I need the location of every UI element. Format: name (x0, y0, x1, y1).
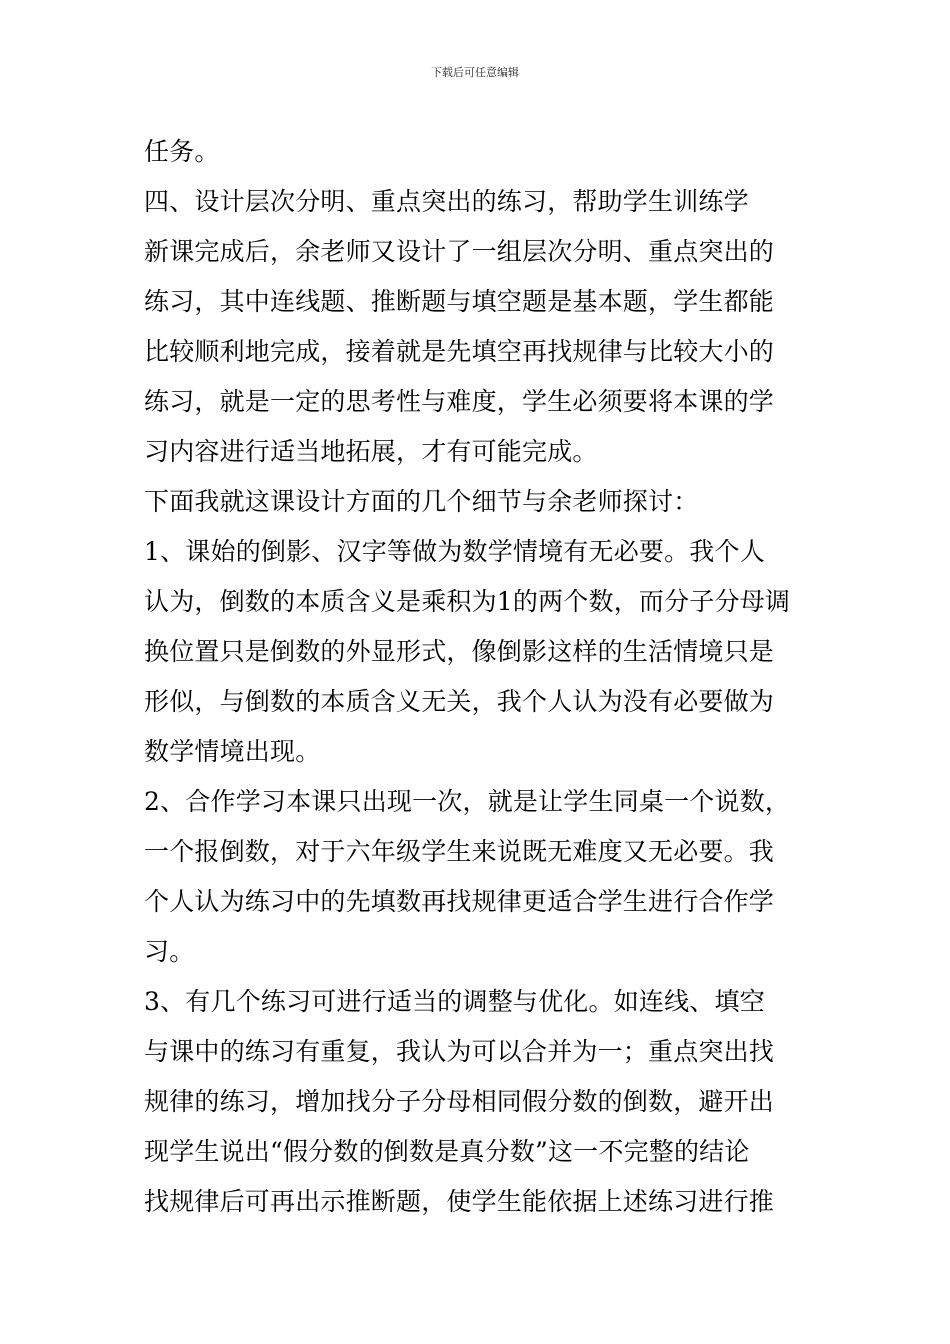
text-line: 换位置只是倒数的外显形式，像倒影这样的生活情境只是 (144, 637, 775, 666)
text-line: 习。 (144, 937, 195, 966)
document-body (144, 127, 816, 1227)
text-line: 规律的练习，增加找分子分母相同假分数的倒数，避开出 (144, 1087, 775, 1116)
text-line: 个人认为练习中的先填数再找规律更适合学生进行合作学 (144, 887, 775, 916)
text-line: 形似，与倒数的本质含义无关，我个人认为没有必要做为 (144, 687, 775, 716)
text-line: 新课完成后，余老师又设计了一组层次分明、重点突出的 (144, 237, 775, 266)
text-line: 任务。 (144, 137, 220, 166)
text-line: 3、有几个练习可进行适当的调整与优化。如连线、填空 (144, 987, 765, 1016)
text-line: 2、合作学习本课只出现一次，就是让学生同桌一个说数， (144, 787, 791, 816)
text-line: 下面我就这课设计方面的几个细节与余老师探讨： (144, 487, 699, 516)
text-line: 一个报倒数，对于六年级学生来说既无难度又无必要。我 (144, 837, 775, 866)
page-header-note: 下载后可任意编辑 (431, 66, 519, 79)
text-line: 认为，倒数的本质含义是乘积为1的两个数，而分子分母调 (144, 587, 791, 616)
text-line: 找规律后可再出示推断题，使学生能依据上述练习进行推 (144, 1187, 775, 1216)
text-line: 数学情境出现。 (144, 737, 321, 766)
text-line: 比较顺利地完成，接着就是先填空再找规律与比较大小的 (144, 337, 775, 366)
text-line: 现学生说出“假分数的倒数是真分数”这一不完整的结论 (144, 1137, 750, 1166)
text-line: 练习，就是一定的思考性与难度，学生必须要将本课的学 (144, 387, 775, 416)
text-line: 1、课始的倒影、汉字等做为数学情境有无必要。我个人 (144, 537, 765, 566)
text-line: 练习，其中连线题、推断题与填空题是基本题，学生都能 (144, 287, 775, 316)
text-line: 与课中的练习有重复，我认为可以合并为一；重点突出找 (144, 1037, 775, 1066)
text-line: 习内容进行适当地拓展，才有可能完成。 (144, 437, 598, 466)
text-line: 四、设计层次分明、重点突出的练习，帮助学生训练学 (144, 187, 749, 216)
